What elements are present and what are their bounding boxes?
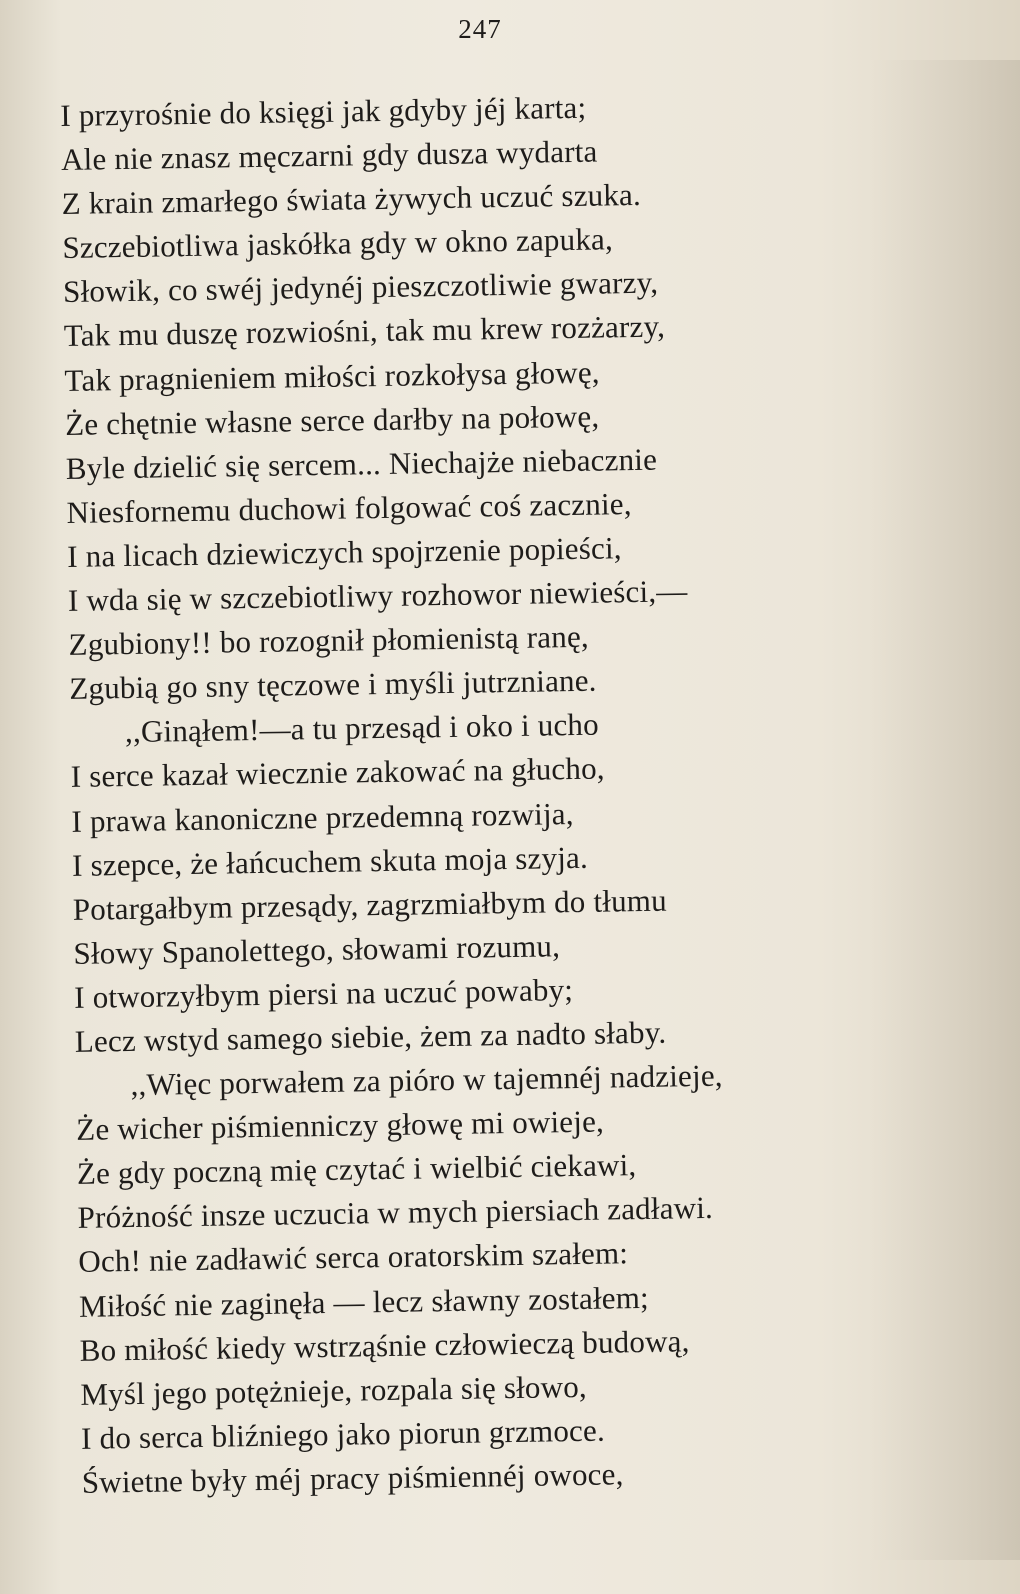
verse-line: I do serca bliźniego jako piorun grzmoce. [80, 1412, 606, 1456]
verse-line: Świetne były méj pracy piśmiennéj owoce, [81, 1456, 624, 1500]
verse-line: Och! nie zadławić serca oratorskim szałem: [78, 1235, 629, 1280]
poem-text [60, 81, 922, 1505]
verse-line: Z krain zmarłego świata żywych uczuć szuka. [61, 177, 642, 222]
verse-line: Słowik, co swéj jedynéj pieszczotliwie gwarzy, [62, 265, 659, 310]
verse-line: Próżność insze uczucia w mych piersiach zadławi. [77, 1190, 714, 1236]
verse-line: Tak pragnieniem miłości rozkołysa głowę, [64, 354, 600, 398]
verse-line: I przyrośnie do księgi jak gdyby jéj karta; [60, 89, 587, 133]
verse-line: Bo miłość kiedy wstrząśnie człowieczą budową, [79, 1322, 690, 1368]
page-number: 247 [458, 14, 502, 44]
verse-line: Niesfornemu duchowi folgować coś zacznie, [66, 485, 632, 530]
verse-line: I serce kazał wiecznie zakować na głucho, [70, 750, 605, 795]
verse-line: I na licach dziewiczych spojrzenie popieści, [66, 530, 622, 574]
verse-line: Zgubią go sny tęczowe i myśli jutrzniane. [69, 662, 597, 707]
verse-line: Że chętnie własne serce darłby na połowę, [64, 398, 600, 442]
verse-line: Że wicher piśmienniczy głowę mi owieje, [75, 1103, 605, 1148]
verse-line: Że gdy poczną mię czytać i wielbić ciekawi, [76, 1147, 637, 1192]
verse-line: Tak mu duszę rozwiośni, tak mu krew rozżarzy, [63, 308, 666, 354]
verse-line: I wda się w szczebiotliwy rozhowor niewieści,— [67, 573, 688, 618]
verse-line: Zgubiony!! bo rozognił płomienistą ranę, [68, 618, 590, 663]
verse-line: Potargałbym przesądy, zagrzmiałbym do tłumu [72, 882, 668, 927]
verse-line: Myśl jego potężnieje, rozpala się słowo, [80, 1368, 588, 1412]
verse-line: I otworzyłbym piersi na uczuć powaby; [73, 971, 574, 1015]
verse-line: Miłość nie zaginęła — lecz sławny zostałem; [78, 1279, 650, 1324]
verse-line: Słowy Spanolettego, słowami rozumu, [73, 928, 561, 971]
verse-line: I prawa kanoniczne przedemną rozwija, [71, 795, 574, 839]
verse-line: ,,Więc porwałem za pióro w tajemnéj nadzieje, [130, 1057, 723, 1103]
verse-line: Szczebiotliwa jaskółka gdy w okno zapuka, [62, 221, 614, 266]
verse-line: Byle dzielić się sercem... Niechajże niebacznie [65, 441, 658, 486]
verse-line: I szepce, że łańcuchem skuta moja szyja. [71, 839, 589, 883]
verse-line: Lecz wstyd samego siebie, żem za nadto słaby. [74, 1014, 667, 1059]
verse-line: ,,Ginąłem!—a tu przesąd i oko i ucho [124, 706, 600, 750]
verse-line: Ale nie znasz męczarni gdy dusza wydarta [60, 133, 598, 178]
